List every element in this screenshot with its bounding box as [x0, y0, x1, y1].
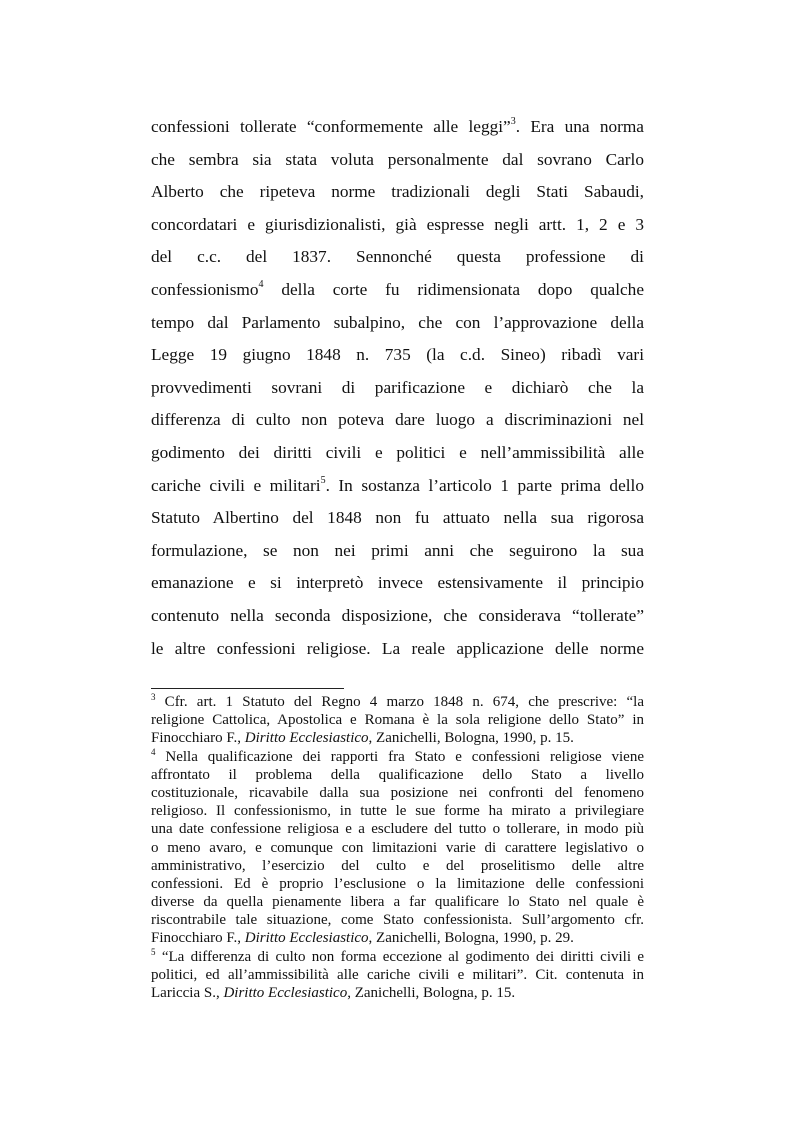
footnote-line: affrontato il problema della qualificazione dello Stato a livello [151, 766, 644, 783]
text-line: Alberto che ripeteva norme tradizionali degli Stati Sabaudi, [151, 182, 644, 202]
text-line: godimento dei diritti civili e politici e nell’ammissibilità alle [151, 442, 644, 462]
footnote-line: diverse da quella pienamente libera a far qualificare lo Stato nel quale è [151, 894, 644, 911]
text-line: tempo dal Parlamento subalpino, che con l’approvazione della [151, 312, 644, 332]
footnote-line: Finocchiaro F., Diritto Ecclesiastico, Zanichelli, Bologna, 1990, p. 29. [151, 930, 574, 947]
footnote-line: o meno avaro, e comunque con limitazioni varie di carattere legislativo o [151, 839, 644, 856]
footnote-line: costituzionale, ricavabile dalla sua posizione nei confronti del fenomeno [151, 784, 644, 801]
footnote-line: politici, ed all’ammissibilità alle cariche civili e militari”. Cit. contenuta in [151, 966, 644, 983]
footnote-3: $^3$ Cfr. art. 1 Statuto del Regno 4 marzo 1848 n. 674, che prescrive: “la [151, 692, 644, 710]
footnote-ref-3[interactable]: 3 [510, 116, 516, 128]
text-line: le altre confessioni religiose. La reale applicazione delle norme [151, 638, 644, 658]
text-line: del c.c. del 1837. Sennonché questa professione di [151, 247, 644, 267]
footnote-line: religioso. Il confessionismo, in tutte le sue forme ha mirato a privilegiare [151, 803, 644, 820]
footnote-line: Lariccia S., Diritto Ecclesiastico, Zanichelli, Bologna, p. 15. [151, 985, 516, 1001]
main-text [151, 111, 644, 665]
text-line: formulazione, se non nei primi anni che seguirono la sua [151, 540, 644, 560]
text-line: Legge 19 giugno 1848 n. 735 (la c.d. Sineo) ribadì vari [151, 345, 644, 365]
footnotes [151, 693, 644, 1002]
text-line: concordatari e giurisdizionalisti, già espresse negli artt. 1, 2 e 3 [151, 214, 644, 234]
text-line: cariche civili e militari$^5$. In sostanza l’articolo 1 parte prima dello [151, 474, 644, 495]
footnote-line: Finocchiaro F., Diritto Ecclesiastico, Zanichelli, Bologna, 1990, p. 15. [151, 730, 574, 747]
text-line: contenuto nella seconda disposizione, che considerava “tollerate” [151, 605, 644, 625]
footnote-line: confessioni. Ed è proprio l’esclusione o la limitazione delle confessioni [151, 875, 644, 892]
footnote-separator [151, 688, 344, 689]
text-line: emanazione e si interpretò invece estensivamente il principio [151, 573, 644, 593]
footnote-ref-4[interactable]: 4 [258, 279, 264, 291]
footnote-5: $^5$ “La differenza di culto non forma eccezione al godimento dei diritti civili e [151, 946, 644, 965]
footnote-line: religione Cattolica, Apostolica e Romana è la sola religione dello Stato” in [151, 712, 644, 729]
text-line: provvedimenti sovrani di parificazione e dichiarò che la [151, 377, 644, 397]
text-line: differenza di culto non poteva dare luogo a discriminazioni nel [151, 410, 644, 430]
text-line: confessioni tollerate “conformemente alle leggi”$^3$. Era una norma [151, 116, 644, 136]
text-line: che sembra sia stata voluta personalmente dal sovrano Carlo [151, 149, 644, 169]
text-line: confessionismo$^4$ della corte fu ridimensionata dopo qualche [151, 279, 644, 299]
footnote-line: riscontrabile tale situazione, come Stato confessionista. Sull’argomento cfr. [151, 912, 644, 929]
footnote-4: $^4$ Nella qualificazione dei rapporti fra Stato e confessioni religiose viene [151, 746, 644, 765]
text-line: Statuto Albertino del 1848 non fu attuato nella sua rigorosa [151, 508, 644, 528]
footnote-line: amministrativo, l’esercizio del culto e del proselitismo delle altre [151, 857, 644, 874]
footnote-line: una date confessione religiosa e a escludere del tutto o tollerare, in modo più [151, 821, 644, 838]
footnote-ref-5[interactable]: 5 [320, 474, 326, 486]
